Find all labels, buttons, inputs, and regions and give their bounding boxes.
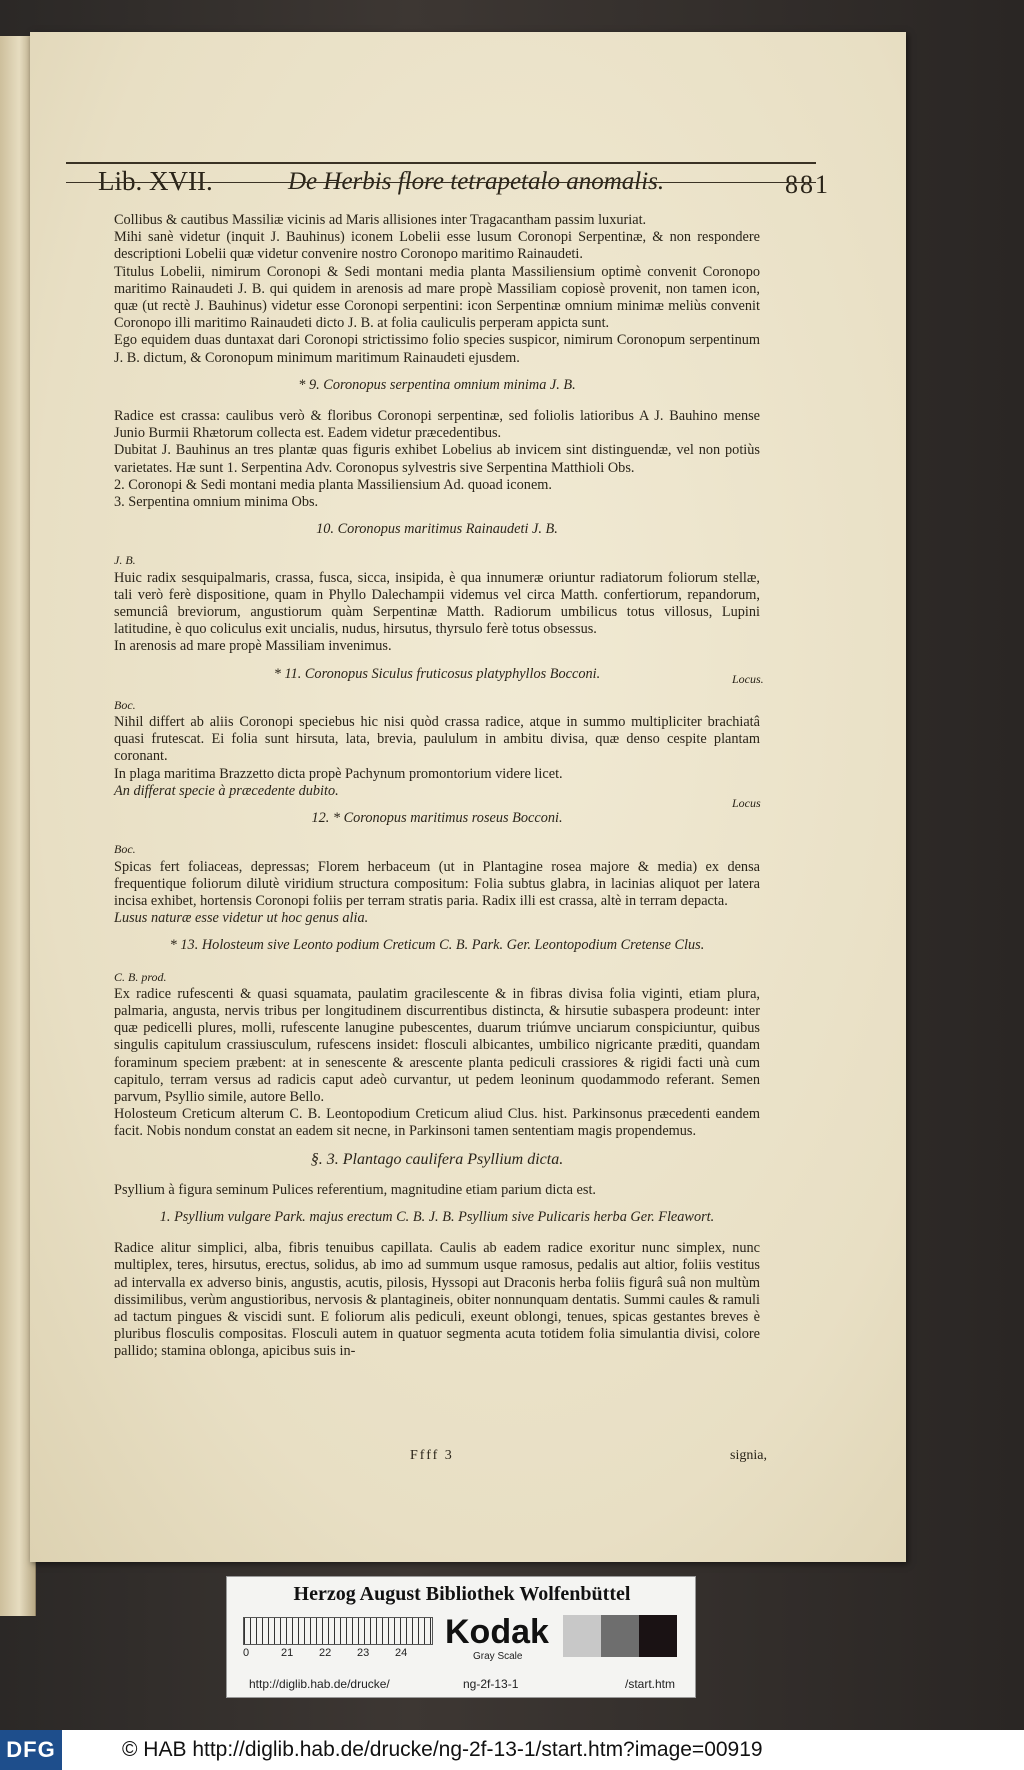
source-abbrev: Boc. [114,697,136,712]
paragraph: In arenosis ad mare propè Massiliam invenimus. [114,638,392,655]
paragraph: Lusus naturæ esse videtur ut hoc genus alia. [114,910,369,927]
measurement-ruler [243,1617,433,1645]
kodak-logo: Kodak [445,1613,549,1651]
paragraph: Ex radice rufescenti & quasi squamata, paulatim gracilescente & in fibras divisa folia viginti, etiam plura, palmaria, angusta, nervis tribus per longitudinem discurrentibus distincta, & hirsutie subaspera prodeunt: inter quæ pedicelli plures, molli, rufescente lanugine pubescentes, duarum triúmve unciarum conspiciuntur, quibus singulis capitulum crassiusculum, rufescens insidet: flosculi albicantes, umbilico nigricante præditi, quandam foraminum speciem præbent: at in senescente & arescente planta pediculi crassiores & rigidi facti unà cum capitulo, terram versus ad radicis caput adeò curvantur, ut pedem leoninum quodammodo referant. Semen parvum, Psyllio simile, autore Bello. [114,985,760,1105]
running-header [70,164,830,204]
paragraph: Nihil differt ab aliis Coronopi speciebus hic nisi quòd crassa radice, atque in summo multipliciter brachiatâ quasi frutescat. Ei folia sunt hirsuta, lata, brevia, paululum in ambitu divisa, quæ denso cespite plantam coronant. [114,714,760,765]
paragraph: Psyllium à figura seminum Pulices referentium, magnitudine etiam parium dicta est. [114,1181,597,1198]
running-title: De Herbis flore tetrapetalo anomalis. [288,168,665,195]
paragraph: Holosteum Creticum alterum C. B. Leontopodium Creticum aliud Clus. hist. Parkinsonus præcedenti eandem facit. Nobis nondum constat an eadem sit necne, in Parkinsoni tamen sententiam magis propendemus. [114,1106,760,1140]
ruler-numbers [243,1647,433,1659]
gray-swatch [639,1615,677,1657]
margin-note-locus: Locus. [732,672,764,686]
paragraph: Radice est crassa: caulibus verò & floribus Coronopi serpentinæ, sed foliolis latioribus A J. Bauhino mense Junio Burmii Rhætorum collecta est. Eadem videtur præcedentibus. [114,408,760,442]
body-text [114,212,760,1361]
ruler-number: 22 [319,1647,332,1659]
entry-heading: * 9. Coronopus serpentina omnium minima J. B. [298,376,576,393]
ruler-number: 23 [357,1647,370,1659]
ruler-number: 24 [395,1647,408,1659]
entry-heading: * 11. Coronopus Siculus fruticosus platyphyllos Bocconi. [273,665,601,682]
card-url: http://diglib.hab.de/drucke/ [249,1677,390,1691]
section-heading: §. 3. Plantago caulifera Psyllium dicta. [310,1150,564,1168]
paragraph: 3. Serpentina omnium minima Obs. [114,494,319,511]
paragraph: Spicas fert foliaceas, depressas; Florem herbaceum (ut in Plantagine rosea majore & media) ex densa frequentique foliorum dilutè viridium structura compositum: Folia subtus glabra, in lacinias aliquot per latera incisa exhibet, hortensis Coronopi foliis per terram stratis paria. Radix illi est crassa, altè in terram depacta. [114,858,760,909]
library-name: Herzog August Bibliothek Wolfenbüttel [293,1583,631,1605]
source-abbrev: J. B. [114,553,136,568]
page-number: 881 [785,170,830,199]
source-abbrev: Boc. [114,842,136,857]
margin-note-locus: Locus [732,796,761,810]
paragraph: Huic radix sesquipalmaris, crassa, fusca, sicca, insipida, è qua innumeræ oriuntur radiatorum foliorum stellæ, tali verò ferè dispositione, quam in Phyllo Dalechampii videmus vel circa Matth. confertiorum, repandorum, semunciâ breviorum, angustiorum quàm Serpentinæ Matth. Radiorum umbilicus totus villosus, Lupini latitudine, è quo coliculus exit uncialis, nudus, hirsutus, thyrsulo ferè totus obsessus. [114,569,760,638]
paragraph: 2. Coronopi & Sedi montani media planta Massiliensium Ad. quoad iconem. [114,476,552,493]
book-number: Lib. XVII. [98,166,213,196]
card-start: /start.htm [625,1677,676,1691]
entry-heading: 12. * Coronopus maritimus roseus Bocconi. [311,810,563,827]
copyright-link[interactable]: © HAB http://diglib.hab.de/drucke/ng-2f-13-1/start.htm?image=00919 [122,1738,763,1761]
paragraph: Titulus Lobelii, nimirum Coronopi & Sedi montani media planta Massiliensium optimè convenit Coronopo maritimo Rainaudeti J. B. qui quidem in arenosis ad mare propè Massiliam copiosè provenit, non tamen icon, quæ (ut rectè J. Bauhinus) videtur esse Coronopi serpentini: icon Serpentinæ omnium minimæ meliùs convenit Coronopo illi maritimo Rainaudeti dicto J. B. at folia cauliculis perperam appicta sunt. [114,263,760,332]
gray-swatch [601,1615,639,1657]
gray-scale-label: Gray Scale [473,1651,523,1662]
entry-heading: * 13. Holosteum sive Leonto podium Creticum C. B. Park. Ger. Leontopodium Cretense Clus. [169,937,705,954]
card-footer [227,1673,697,1697]
header-rule-lower [66,182,816,183]
viewer-footer [0,1730,1024,1770]
signature-mark: Ffff 3 [410,1448,454,1463]
paragraph: Dubitat J. Bauhinus an tres plantæ quas figuris exhibet Lobelius ab invicem sint distinguendæ, vel non potiùs varietates. Hæ sunt 1. Serpentina Adv. Coronopus sylvestris sive Serpentina Matthioli Obs. [114,442,760,476]
paragraph: Mihi sanè videtur (inquit J. Bauhinus) iconem Lobelii esse lusum Coronopi Serpentinæ, & non respondere descriptioni Lobelii quæ videtur convenire nostro Coronopo maritimo Rainaudeti. [114,229,760,263]
book-page [30,32,906,1562]
entry-heading: 10. Coronopus maritimus Rainaudeti J. B. [316,521,558,538]
color-calibration-card [226,1576,696,1698]
paragraph: Ego equidem duas duntaxat dari Coronopi strictissimo folio species suspicor, nimirum Coronopum serpentinum J. B. dictum, & Coronopum minimum maritimum Rainaudeti ejusdem. [114,332,760,366]
source-abbrev: C. B. prod. [114,969,167,984]
gray-swatch [563,1615,601,1657]
paragraph: Radice alitur simplici, alba, fibris tenuibus capillata. Caulis ab eadem radice exoritur nunc simplex, nunc multiplex, teres, hirsutus, erectus, solidus, ab imo ad summum usque ramosus, pedalis aut altior, foliis vestitus ad intervalla ex adverso binis, angustis, acutis, pilosis, Hyssopi aut Draconis herba foliis figurâ suâ non multùm dissimilibus, verùm angustioribus, nervosis & plantagineis, obiter nonnunquam dentatis. Summi caules & ramuli ad tactum pingues & viscidi sunt. E foliorum alis pediculi, exeunt oblongi, tenues, spicas gestantes breves è pluribus flosculis compositas. Flosculi autem in quatuor segmenta acuta totidem folia simulantia divisi, colore pallido; stamina oblonga, apicibus suis in- [114,1240,760,1360]
paragraph: An differat specie à præcedente dubito. [114,782,339,799]
ruler-number: 21 [281,1647,294,1659]
card-id: ng-2f-13-1 [463,1677,519,1691]
dfg-logo[interactable]: DFG [0,1730,62,1770]
ruler-number: 0 [243,1647,250,1659]
catchword: signia, [730,1448,767,1463]
entry-heading: 1. Psyllium vulgare Park. majus erectum C. B. J. B. Psyllium sive Pulicaris herba Ger. Fleawort. [159,1208,715,1225]
paragraph: Collibus & cautibus Massiliæ vicinis ad Maris allisiones inter Tragacantham passim luxuriat. [114,212,647,228]
paragraph: In plaga maritima Brazzetto dicta propè Pachynum promontorium videre licet. [114,765,563,782]
